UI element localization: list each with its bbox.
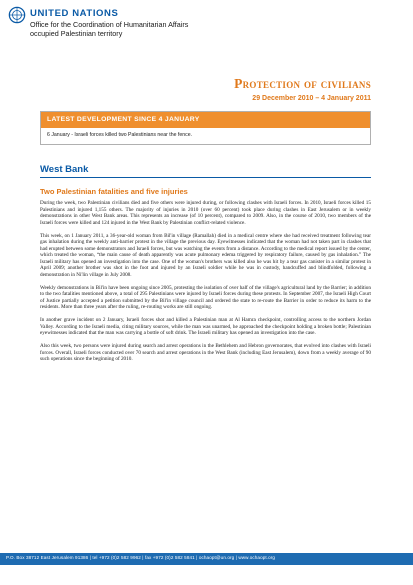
footer-contact-text: P.O. Box 38712 East Jerusalem 91386 | tel +972 (0)2 582 9962 | fax +972 (0)2 582 5841 | ochaopt@un.org | www.ochaopt.org: [6, 555, 276, 560]
body-paragraph: During the week, two Palestinian civilians died and five others were injured during, or following clashes with Israeli forces. In 2010, Israeli forces killed 15 Palestinians and injured 1,155 others. The majority of injuries in 2010 (over 60 percent) took place during clashes in East Jerusalem or in weekly demonstrations in other West Bank areas. This represents an increase (of 10 percent), compared to 2009. Also, in the course of 2010, two members of the Israeli forces were killed and 124 injured in the West Bank by Palestinian conflict-related violence.: [40, 200, 371, 226]
organization-name: UNITED NATIONS: [30, 8, 119, 19]
territory-name: occupied Palestinian territory: [30, 29, 123, 38]
latest-development-heading: LATEST DEVELOPMENT SINCE 4 JANUARY: [41, 112, 370, 128]
section-subtitle: Two Palestinian fatalities and five injuries: [40, 187, 188, 196]
body-paragraph: This week, on 1 January 2011, a 36-year-old woman from Bil'in village (Ramallah) died in a medical centre where she had received treatment following tear gas inhalation during the weekly anti-barrier protest in the village the previous day. Eyewitnesses indicated that the woman had not taken part in clashes that had erupted between some demonstrators and Israeli forces, but was watching the events from a distance. According to the medical report issued by the center, which treated the woman, “the main cause of death apparently was acute pulmonary edema triggered by respiratory failure, caused by gas inhalation.” The Israeli military has opened an investigation into the case. One of the woman's brothers was killed also he was hit by a tear gas canister in a similar protest in April 2009; another brother was shot in the foot and injured by an Israeli soldier while he was in custody, handcuffed and blindfolded, following a demonstration in Ni'lin village in July 2008.: [40, 232, 371, 278]
report-body: [40, 200, 371, 369]
section-title: West Bank: [40, 164, 89, 175]
office-name: Office for the Coordination of Humanitarian Affairs: [30, 20, 189, 29]
section-divider: [40, 177, 371, 178]
letterhead: [8, 6, 268, 62]
un-emblem-icon: [8, 6, 26, 24]
body-paragraph: In another grave incident on 2 January, Israeli forces shot and killed a Palestinian man at Al Hamra checkpoint, controlling access to the northern Jordan Valley. According to the Israeli media, citing military sources, while the man was unarmed, he approached the checkpoint holding a broken bottle; Palestinian eyewitnesses indicated that the man was carrying a bottle of soft drink. The Israeli military has opened an investigation into the case.: [40, 317, 371, 337]
body-paragraph: Also this week, two persons were injured during search and arrest operations in the Bethlehem and Hebron governorates, that evolved into clashes with Israeli forces. Overall, Israeli forces conducted over 70 search and arrest operations in the West Bank (including East Jerusalem), down from a weekly average of 90 such operations since the beginning of 2010.: [40, 343, 371, 363]
report-title: Protection of civilians: [234, 76, 371, 91]
report-date-range: 29 December 2010 – 4 January 2011: [252, 95, 371, 102]
page-footer: [0, 553, 413, 585]
latest-development-text: 6 January - Israeli forces killed two Palestinians near the fence.: [47, 132, 193, 138]
body-paragraph: Weekly demonstrations in Bil'in have been ongoing since 2005, protesting the isolation of over half of the village's agricultural land by the Barrier; in addition to the two fatalities mentioned above, a total of 295 Palestinians were injured by Israeli forces during these protests. In September 2007, the Israeli High Court of Justice partially accepted a petition submitted by the Bil'in village council and ordered the state to re-route the Barrier in order to reduce its harm to the residents. More than three years after the ruling, re-routing works are still ongoing.: [40, 284, 371, 311]
latest-development-box: [40, 111, 371, 145]
